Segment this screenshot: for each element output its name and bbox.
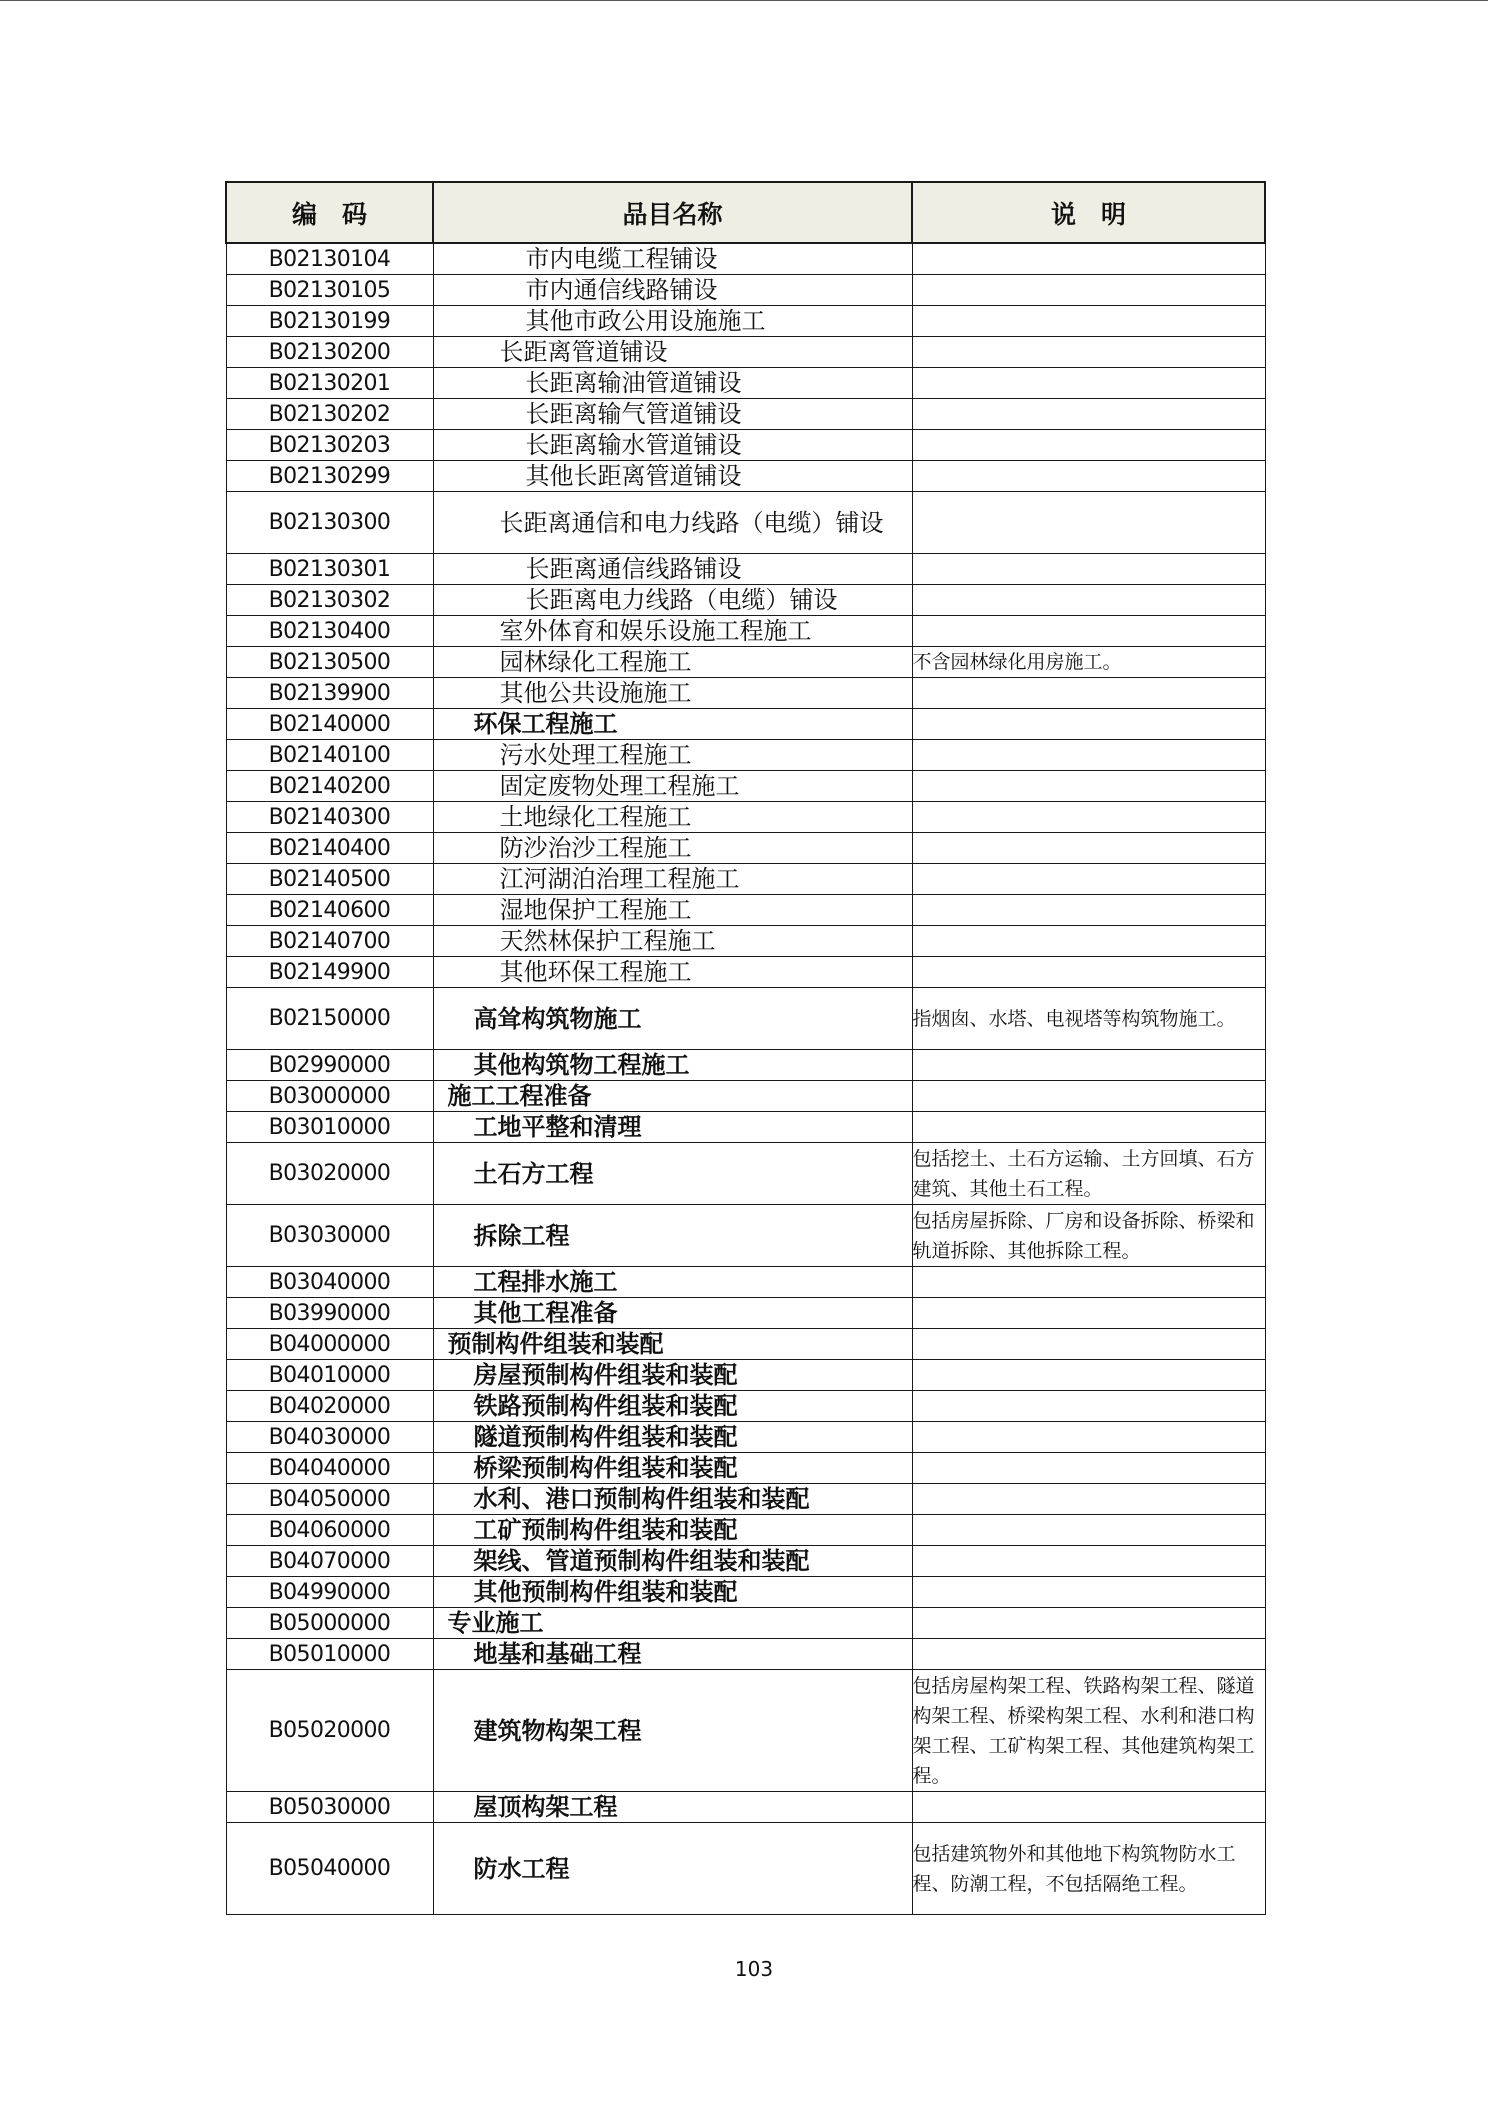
table-row — [226, 771, 1265, 802]
item-description — [912, 461, 1265, 492]
item-description — [912, 1546, 1265, 1577]
item-name: 桥梁预制构件组装和装配 — [433, 1453, 912, 1484]
table-row — [226, 740, 1265, 771]
item-code: B02130300 — [226, 492, 433, 554]
item-name: 建筑物构架工程 — [433, 1670, 912, 1792]
item-description — [912, 1577, 1265, 1608]
item-name: 预制构件组装和装配 — [433, 1329, 912, 1360]
item-name: 长距离通信和电力线路（电缆）铺设 — [433, 492, 912, 554]
item-description — [912, 1112, 1265, 1143]
item-description — [912, 275, 1265, 306]
item-description — [912, 1267, 1265, 1298]
item-name: 铁路预制构件组装和装配 — [433, 1391, 912, 1422]
item-description — [912, 1298, 1265, 1329]
item-description — [912, 554, 1265, 585]
item-code: B02130202 — [226, 399, 433, 430]
item-code: B04070000 — [226, 1546, 433, 1577]
item-description — [912, 337, 1265, 368]
table-row — [226, 1267, 1265, 1298]
header-description: 说 明 — [912, 182, 1265, 243]
item-name: 防沙治沙工程施工 — [433, 833, 912, 864]
table-row — [226, 988, 1265, 1050]
table-row — [226, 802, 1265, 833]
table-row — [226, 1608, 1265, 1639]
table-row — [226, 833, 1265, 864]
item-code: B02130400 — [226, 616, 433, 647]
item-name: 其他工程准备 — [433, 1298, 912, 1329]
item-description: 不含园林绿化用房施工。 — [912, 647, 1265, 678]
item-name: 天然林保护工程施工 — [433, 926, 912, 957]
item-description — [912, 585, 1265, 616]
table-row — [226, 1143, 1265, 1205]
table-row — [226, 1205, 1265, 1267]
item-description — [912, 430, 1265, 461]
header-code: 编 码 — [226, 182, 433, 243]
item-code: B02139900 — [226, 678, 433, 709]
table-row — [226, 1639, 1265, 1670]
item-code: B02130201 — [226, 368, 433, 399]
item-description — [912, 1608, 1265, 1639]
item-name: 架线、管道预制构件组装和装配 — [433, 1546, 912, 1577]
item-code: B02130500 — [226, 647, 433, 678]
item-code: B04020000 — [226, 1391, 433, 1422]
table-row — [226, 275, 1265, 306]
table-row — [226, 243, 1265, 275]
item-description — [912, 306, 1265, 337]
table-row — [226, 1670, 1265, 1792]
item-description — [912, 709, 1265, 740]
table-row — [226, 1112, 1265, 1143]
table-row — [226, 1329, 1265, 1360]
item-code: B04010000 — [226, 1360, 433, 1391]
item-name: 长距离输气管道铺设 — [433, 399, 912, 430]
item-code: B04040000 — [226, 1453, 433, 1484]
table-row — [226, 1823, 1265, 1915]
item-code: B04060000 — [226, 1515, 433, 1546]
item-name: 地基和基础工程 — [433, 1639, 912, 1670]
item-description — [912, 864, 1265, 895]
item-description — [912, 1453, 1265, 1484]
item-name: 长距离输油管道铺设 — [433, 368, 912, 399]
header-item-name: 品目名称 — [433, 182, 912, 243]
item-description — [912, 492, 1265, 554]
item-name: 水利、港口预制构件组装和装配 — [433, 1484, 912, 1515]
item-code: B02140500 — [226, 864, 433, 895]
item-name: 防水工程 — [433, 1823, 912, 1915]
item-code: B05030000 — [226, 1792, 433, 1823]
item-name: 其他公共设施施工 — [433, 678, 912, 709]
item-description — [912, 1484, 1265, 1515]
item-name: 土石方工程 — [433, 1143, 912, 1205]
item-description — [912, 1329, 1265, 1360]
item-code: B02130105 — [226, 275, 433, 306]
item-description — [912, 1360, 1265, 1391]
item-name: 工矿预制构件组装和装配 — [433, 1515, 912, 1546]
item-description — [912, 616, 1265, 647]
item-code: B02130199 — [226, 306, 433, 337]
item-name: 高耸构筑物施工 — [433, 988, 912, 1050]
table-row — [226, 895, 1265, 926]
table-row — [226, 1360, 1265, 1391]
table-row — [226, 585, 1265, 616]
item-name: 工地平整和清理 — [433, 1112, 912, 1143]
item-description — [912, 1792, 1265, 1823]
item-code: B05020000 — [226, 1670, 433, 1792]
item-code: B02150000 — [226, 988, 433, 1050]
item-name: 园林绿化工程施工 — [433, 647, 912, 678]
table-row — [226, 616, 1265, 647]
table-row — [226, 1546, 1265, 1577]
item-code: B02130104 — [226, 243, 433, 275]
table-row — [226, 1453, 1265, 1484]
page-top-border — [0, 0, 1488, 1]
item-name: 环保工程施工 — [433, 709, 912, 740]
table-row — [226, 1081, 1265, 1112]
item-code: B02990000 — [226, 1050, 433, 1081]
item-description — [912, 1081, 1265, 1112]
item-code: B02140400 — [226, 833, 433, 864]
item-description — [912, 1515, 1265, 1546]
item-code: B04000000 — [226, 1329, 433, 1360]
item-name: 施工工程准备 — [433, 1081, 912, 1112]
table-row — [226, 368, 1265, 399]
item-code: B04030000 — [226, 1422, 433, 1453]
item-code: B02140700 — [226, 926, 433, 957]
item-code: B02140300 — [226, 802, 433, 833]
table-row — [226, 430, 1265, 461]
item-name: 其他构筑物工程施工 — [433, 1050, 912, 1081]
item-code: B04990000 — [226, 1577, 433, 1608]
item-description — [912, 740, 1265, 771]
item-description — [912, 833, 1265, 864]
item-code: B02130200 — [226, 337, 433, 368]
item-description — [912, 957, 1265, 988]
item-description — [912, 1422, 1265, 1453]
item-name: 房屋预制构件组装和装配 — [433, 1360, 912, 1391]
item-name: 湿地保护工程施工 — [433, 895, 912, 926]
table-row — [226, 1050, 1265, 1081]
item-description: 包括房屋拆除、厂房和设备拆除、桥梁和轨道拆除、其他拆除工程。 — [912, 1205, 1265, 1267]
item-code: B02149900 — [226, 957, 433, 988]
table-row — [226, 1515, 1265, 1546]
catalog-table — [225, 181, 1266, 1915]
item-description — [912, 771, 1265, 802]
item-code: B05010000 — [226, 1639, 433, 1670]
table-row — [226, 492, 1265, 554]
table-row — [226, 306, 1265, 337]
item-code: B02140600 — [226, 895, 433, 926]
table-row — [226, 678, 1265, 709]
table-body — [226, 243, 1265, 1915]
table-row — [226, 1792, 1265, 1823]
table-row — [226, 709, 1265, 740]
item-name: 长距离通信线路铺设 — [433, 554, 912, 585]
item-code: B03000000 — [226, 1081, 433, 1112]
table-row — [226, 461, 1265, 492]
item-description — [912, 678, 1265, 709]
item-name: 拆除工程 — [433, 1205, 912, 1267]
item-description: 指烟囱、水塔、电视塔等构筑物施工。 — [912, 988, 1265, 1050]
table-row — [226, 554, 1265, 585]
item-name: 江河湖泊治理工程施工 — [433, 864, 912, 895]
item-description — [912, 368, 1265, 399]
item-code: B02140100 — [226, 740, 433, 771]
item-name: 屋顶构架工程 — [433, 1792, 912, 1823]
item-code: B05040000 — [226, 1823, 433, 1915]
item-description — [912, 1391, 1265, 1422]
item-code: B03990000 — [226, 1298, 433, 1329]
item-name: 长距离管道铺设 — [433, 337, 912, 368]
item-code: B03020000 — [226, 1143, 433, 1205]
item-code: B02130299 — [226, 461, 433, 492]
item-code: B02130203 — [226, 430, 433, 461]
item-description — [912, 1639, 1265, 1670]
table-row — [226, 864, 1265, 895]
table-row — [226, 399, 1265, 430]
item-name: 专业施工 — [433, 1608, 912, 1639]
item-name: 污水处理工程施工 — [433, 740, 912, 771]
item-name: 固定废物处理工程施工 — [433, 771, 912, 802]
item-name: 其他预制构件组装和装配 — [433, 1577, 912, 1608]
table-row — [226, 1298, 1265, 1329]
item-code: B03030000 — [226, 1205, 433, 1267]
item-description — [912, 399, 1265, 430]
item-name: 其他长距离管道铺设 — [433, 461, 912, 492]
item-name: 土地绿化工程施工 — [433, 802, 912, 833]
item-code: B02130302 — [226, 585, 433, 616]
item-name: 市内电缆工程铺设 — [433, 243, 912, 275]
item-description: 包括房屋构架工程、铁路构架工程、隧道构架工程、桥梁构架工程、水利和港口构架工程、工矿构架工程、其他建筑构架工程。 — [912, 1670, 1265, 1792]
table-row — [226, 926, 1265, 957]
item-description: 包括挖土、土石方运输、土方回填、石方建筑、其他土石工程。 — [912, 1143, 1265, 1205]
item-name: 其他环保工程施工 — [433, 957, 912, 988]
table-row — [226, 1484, 1265, 1515]
table-row — [226, 647, 1265, 678]
item-code: B03010000 — [226, 1112, 433, 1143]
page-number: 103 — [734, 1957, 774, 1981]
item-name: 长距离电力线路（电缆）铺设 — [433, 585, 912, 616]
item-name: 隧道预制构件组装和装配 — [433, 1422, 912, 1453]
item-description: 包括建筑物外和其他地下构筑物防水工程、防潮工程，不包括隔绝工程。 — [912, 1823, 1265, 1915]
item-name: 其他市政公用设施施工 — [433, 306, 912, 337]
table-row — [226, 337, 1265, 368]
item-code: B02130301 — [226, 554, 433, 585]
item-code: B04050000 — [226, 1484, 433, 1515]
item-code: B02140000 — [226, 709, 433, 740]
item-description — [912, 926, 1265, 957]
table-row — [226, 1577, 1265, 1608]
item-name: 室外体育和娱乐设施工程施工 — [433, 616, 912, 647]
item-name: 长距离输水管道铺设 — [433, 430, 912, 461]
item-code: B05000000 — [226, 1608, 433, 1639]
table-row — [226, 1391, 1265, 1422]
item-code: B02140200 — [226, 771, 433, 802]
item-name: 工程排水施工 — [433, 1267, 912, 1298]
table-header-row — [226, 182, 1265, 243]
item-description — [912, 802, 1265, 833]
table-row — [226, 957, 1265, 988]
item-code: B03040000 — [226, 1267, 433, 1298]
table-row — [226, 1422, 1265, 1453]
item-name: 市内通信线路铺设 — [433, 275, 912, 306]
item-description — [912, 895, 1265, 926]
item-description — [912, 1050, 1265, 1081]
item-description — [912, 243, 1265, 275]
